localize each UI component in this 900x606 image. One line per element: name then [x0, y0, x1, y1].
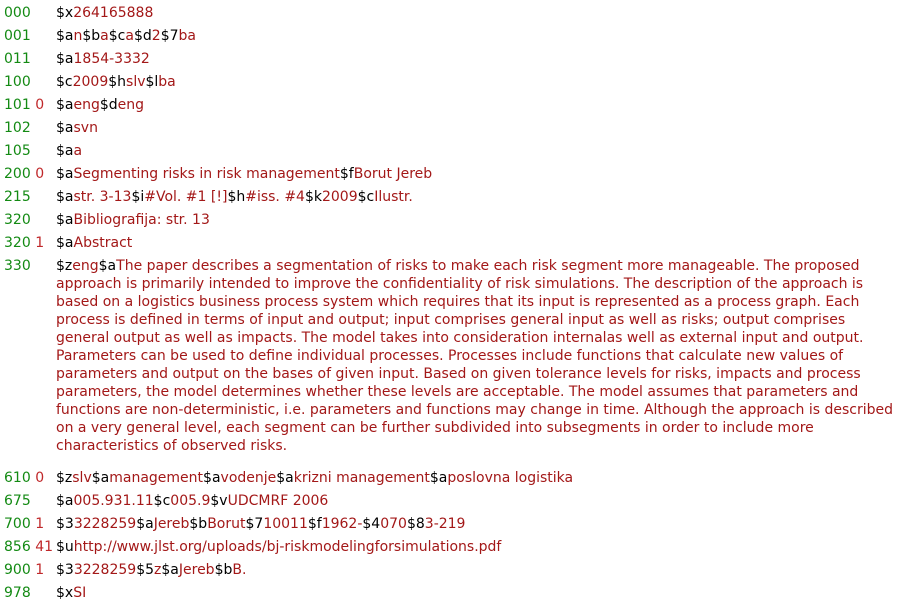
field-content — [56, 584, 896, 602]
subfield-code: $v — [210, 493, 228, 509]
field-tag — [4, 257, 31, 275]
field-tag — [4, 515, 44, 533]
subfield-value: str. 3-13 — [73, 189, 132, 205]
indicator: 1 — [35, 516, 45, 532]
subfield-code: $a — [56, 189, 74, 205]
subfield-value: 3-219 — [424, 516, 466, 532]
subfield-value: ba — [178, 28, 196, 44]
field-content — [56, 142, 896, 160]
subfield-value: 070 — [380, 516, 407, 532]
subfield-code: $c — [108, 28, 126, 44]
subfield-code: $3 — [56, 562, 74, 578]
field-tag — [4, 561, 44, 579]
subfield-code: $7 — [245, 516, 264, 532]
indicator: 0 — [35, 470, 45, 486]
subfield-code: $l — [145, 74, 159, 90]
subfield-code: $a — [136, 516, 154, 532]
subfield-code: $c — [56, 74, 73, 90]
subfield-code: $5 — [136, 562, 155, 578]
subfield-value: 3228259 — [73, 516, 137, 532]
subfield-code: $a — [98, 258, 117, 274]
subfield-code: $b — [214, 562, 233, 578]
field-tag — [4, 188, 31, 206]
subfield-code: $a — [161, 562, 179, 578]
field-content — [56, 515, 896, 533]
tag-number: 330 — [4, 258, 31, 274]
subfield-code: $b — [189, 516, 208, 532]
subfield-value: z — [154, 562, 162, 578]
subfield-code: $z — [56, 470, 73, 486]
subfield-value: a — [73, 143, 83, 159]
subfield-value: 2 — [151, 28, 161, 44]
subfield-value: a — [100, 28, 109, 44]
subfield-code: $d — [133, 28, 152, 44]
field-tag — [4, 211, 31, 229]
subfield-value: 2009 — [72, 74, 109, 90]
field-content — [56, 188, 896, 206]
tag-number: 320 — [4, 212, 31, 228]
subfield-code: $4 — [362, 516, 381, 532]
subfield-code: $h — [108, 74, 127, 90]
subfield-value: 264165888 — [73, 5, 154, 21]
subfield-code: $a — [276, 470, 294, 486]
tag-number: 675 — [4, 493, 31, 509]
subfield-code: $f — [307, 516, 322, 532]
subfield-value: eng — [73, 97, 100, 113]
tag-number: 102 — [4, 120, 31, 136]
field-tag — [4, 584, 31, 602]
subfield-value: 005.9 — [170, 493, 211, 509]
tag-number: 856 — [4, 539, 31, 555]
field-content — [56, 119, 896, 137]
subfield-code: $d — [99, 97, 118, 113]
subfield-value: svn — [73, 120, 98, 136]
field-content — [56, 234, 896, 252]
subfield-code: $8 — [406, 516, 425, 532]
subfield-code: $a — [56, 235, 74, 251]
tag-number: 100 — [4, 74, 31, 90]
subfield-code: $a — [56, 143, 74, 159]
field-content — [56, 96, 896, 114]
subfield-value: Bibliografija: str. 13 — [73, 212, 210, 228]
subfield-value: The paper describes a segmentation of risks to make each risk segment more manageable. The proposed approach is primarily intended to improve the confidentiality of risk simulations. The description of the approach is based on a logistics business process system which requires that its input is represented as a process graph. Each process is defined in terms of input and output; input comprises general input as well as risks; output comprises general output as well as impacts. The model takes into consideration internalas well as external input and output. Parameters can be used to define individual processes. Processes include functions that calculate new values of parameters and output on the bases of given input. Based on given tolerance levels for risks, impacts and process parameters, the model determines whether these levels are acceptable. The model assumes that parameters and functions are non-deterministic, i.e. parameters and functions may change in time. Although the approach is described on a very general level, each segment can be further subdivided into subsegments in order to include more characteristics of observed risks. — [56, 258, 893, 454]
field-tag — [4, 538, 53, 556]
subfield-value: UDCMRF 2006 — [227, 493, 329, 509]
subfield-value: Ilustr. — [374, 189, 413, 205]
subfield-value: Borut — [207, 516, 246, 532]
subfield-value: slv — [72, 470, 92, 486]
field-content — [56, 27, 896, 45]
subfield-value: ba — [158, 74, 176, 90]
subfield-value: a — [125, 28, 134, 44]
field-content — [56, 492, 896, 510]
subfield-value: Jereb — [178, 562, 215, 578]
subfield-value: eng — [72, 258, 99, 274]
indicator: 0 — [35, 166, 45, 182]
subfield-code: $u — [56, 539, 74, 555]
subfield-value: Borut Jereb — [353, 166, 433, 182]
field-tag — [4, 4, 31, 22]
tag-number: 610 — [4, 470, 31, 486]
tag-number: 105 — [4, 143, 31, 159]
tag-number: 700 — [4, 516, 31, 532]
subfield-value: vodenje — [220, 470, 277, 486]
subfield-code: $x — [56, 5, 74, 21]
subfield-code: $7 — [160, 28, 179, 44]
subfield-code: $3 — [56, 516, 74, 532]
field-tag — [4, 469, 44, 487]
field-tag — [4, 119, 31, 137]
subfield-code: $a — [203, 470, 221, 486]
indicator: 1 — [35, 235, 45, 251]
subfield-value: SI — [73, 585, 87, 601]
subfield-code: $a — [429, 470, 448, 486]
subfield-value: krizni management — [293, 470, 430, 486]
subfield-code: $x — [56, 585, 74, 601]
subfield-code: $c — [357, 189, 375, 205]
subfield-code: $a — [56, 212, 74, 228]
subfield-value: 1962- — [321, 516, 363, 532]
subfield-value: eng — [117, 97, 145, 113]
subfield-value: Jereb — [153, 516, 190, 532]
field-content — [56, 165, 896, 183]
subfield-code: $a — [56, 51, 74, 67]
field-content — [56, 257, 896, 455]
subfield-code: $a — [56, 28, 74, 44]
subfield-code: $z — [56, 258, 73, 274]
tag-number: 200 — [4, 166, 31, 182]
subfield-value: B. — [232, 562, 247, 578]
subfield-value: n — [73, 28, 83, 44]
subfield-code: $a — [56, 120, 74, 136]
tag-number: 101 — [4, 97, 31, 113]
subfield-value: 2009 — [321, 189, 358, 205]
indicator: 41 — [35, 539, 54, 555]
subfield-code: $f — [339, 166, 354, 182]
subfield-code: $i — [131, 189, 145, 205]
field-content — [56, 469, 896, 487]
field-tag — [4, 234, 44, 252]
indicator: 1 — [35, 562, 45, 578]
tag-number: 320 — [4, 235, 31, 251]
tag-number: 900 — [4, 562, 31, 578]
field-tag — [4, 96, 44, 114]
field-content — [56, 50, 896, 68]
subfield-code: $a — [56, 493, 74, 509]
subfield-code: $h — [227, 189, 246, 205]
field-content — [56, 211, 896, 229]
tag-number: 000 — [4, 5, 31, 21]
tag-number: 215 — [4, 189, 31, 205]
subfield-value: #Vol. #1 [!] — [144, 189, 228, 205]
subfield-code: $c — [153, 493, 171, 509]
field-tag — [4, 492, 31, 510]
indicator: 0 — [35, 97, 45, 113]
subfield-value: #iss. #4 — [245, 189, 305, 205]
subfield-value: Segmenting risks in risk management — [73, 166, 340, 182]
tag-number: 011 — [4, 51, 31, 67]
subfield-code: $k — [304, 189, 322, 205]
field-tag — [4, 165, 44, 183]
field-tag — [4, 142, 31, 160]
subfield-code: $b — [82, 28, 101, 44]
field-content — [56, 561, 896, 579]
subfield-code: $a — [91, 470, 110, 486]
field-tag — [4, 50, 31, 68]
subfield-value: 10011 — [263, 516, 308, 532]
field-tag — [4, 73, 31, 91]
field-content — [56, 4, 896, 22]
tag-number: 001 — [4, 28, 31, 44]
subfield-code: $a — [56, 166, 74, 182]
subfield-value: 005.931.11 — [73, 493, 154, 509]
subfield-value: slv — [126, 74, 146, 90]
subfield-value: 3228259 — [73, 562, 137, 578]
field-content — [56, 538, 896, 556]
field-content — [56, 73, 896, 91]
field-tag — [4, 27, 31, 45]
subfield-value: poslovna logistika — [447, 470, 574, 486]
subfield-value: http://www.jlst.org/uploads/bj-riskmodelingforsimulations.pdf — [73, 539, 502, 555]
subfield-value: Abstract — [73, 235, 133, 251]
subfield-value: management — [109, 470, 204, 486]
subfield-value: 1854-3332 — [73, 51, 150, 67]
subfield-code: $a — [56, 97, 74, 113]
tag-number: 978 — [4, 585, 31, 601]
